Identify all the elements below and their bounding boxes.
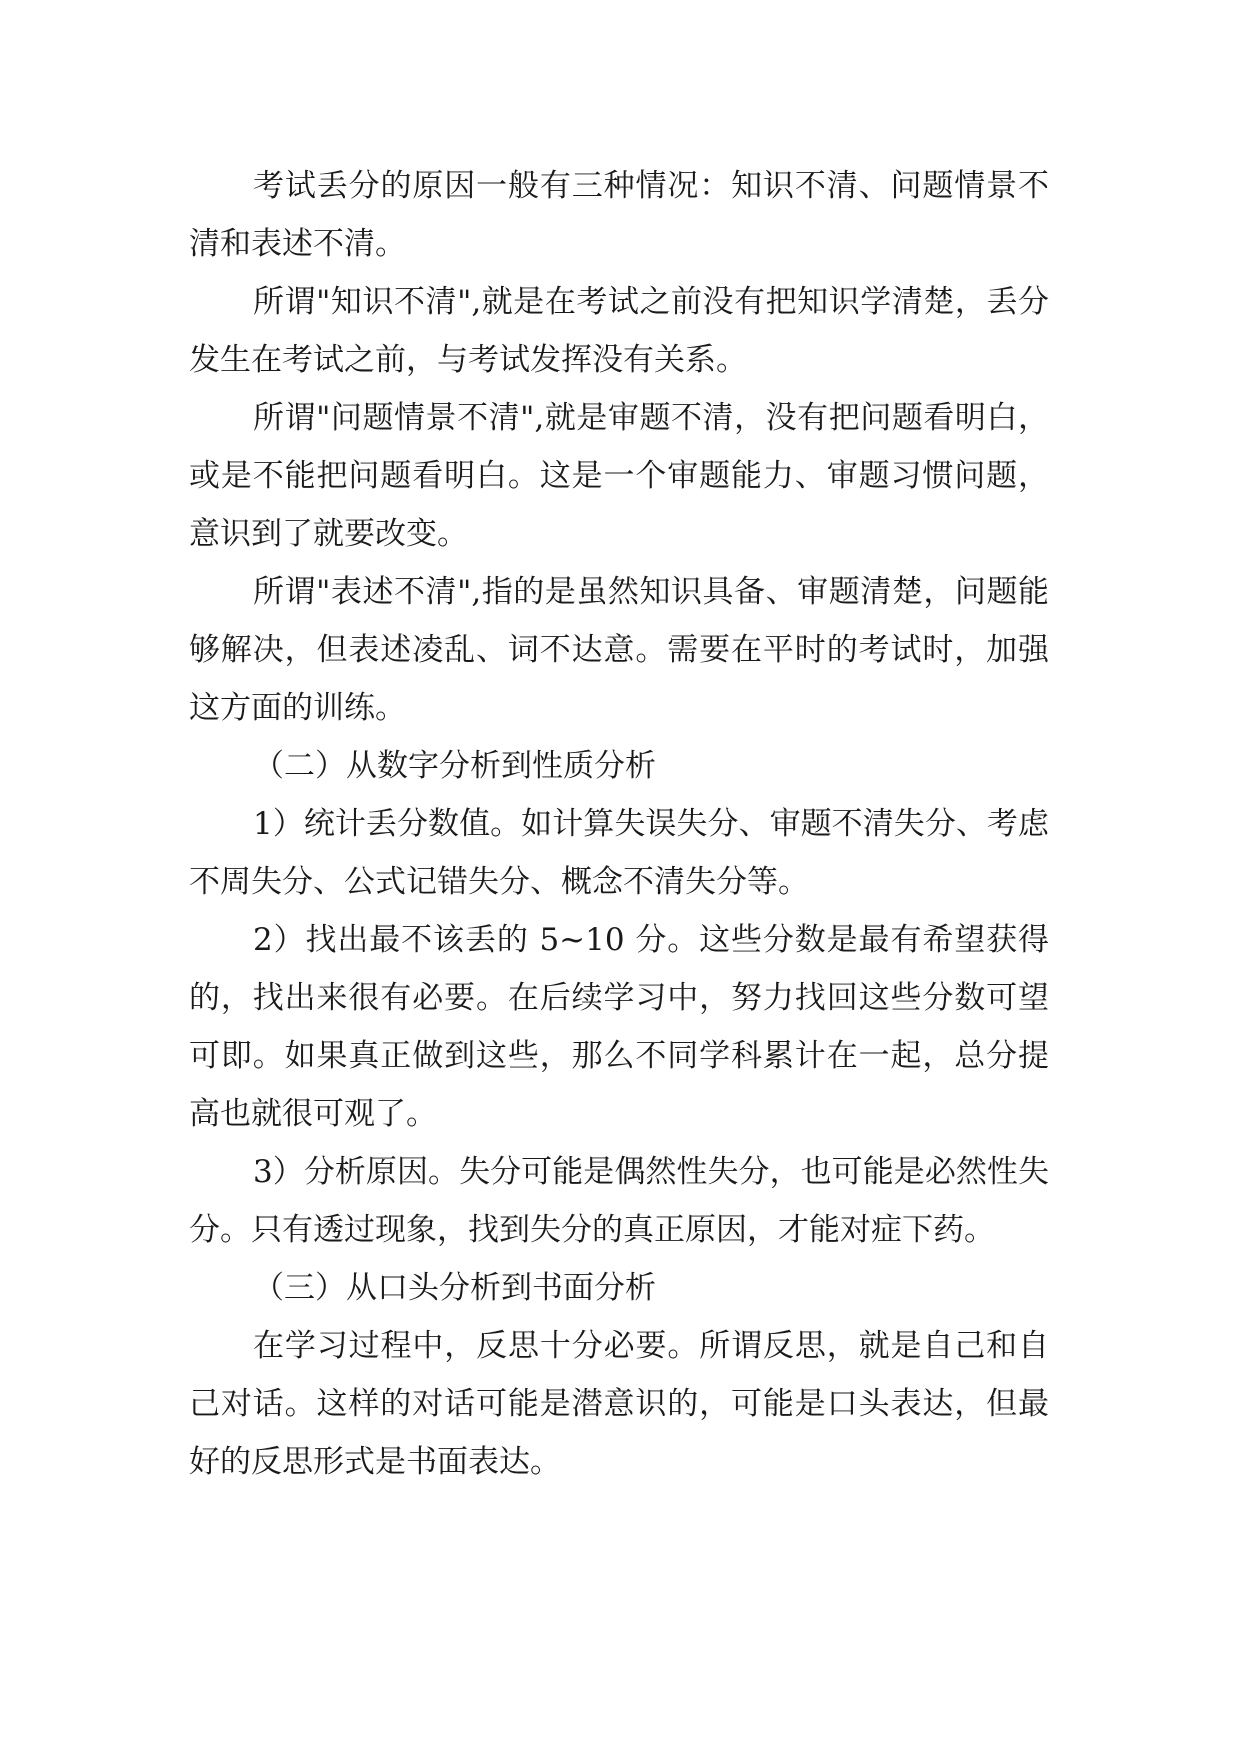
paragraph-expression-unclear: 所谓"表述不清",指的是虽然知识具备、审题清楚，问题能够解决，但表述凌乱、词不达意。需要在平时的考试时，加强这方面的训练。: [189, 574, 1049, 726]
paragraph-knowledge-unclear: 所谓"知识不清",就是在考试之前没有把知识学清楚，丢分发生在考试之前，与考试发挥没有关系。: [189, 284, 1049, 378]
document-body: [189, 157, 1049, 1491]
paragraph-problem-unclear: 所谓"问题情景不清",就是审题不清，没有把问题看明白，或是不能把问题看明白。这是一个审题能力、审题习惯问题，意识到了就要改变。: [189, 400, 1049, 552]
paragraph-reflection: 在学习过程中，反思十分必要。所谓反思，就是自己和自己对话。这样的对话可能是潜意识的，可能是口头表达，但最好的反思形式是书面表达。: [189, 1328, 1049, 1480]
paragraph-item-1: 1）统计丢分数值。如计算失误失分、审题不清失分、考虑不周失分、公式记错失分、概念不清失分等。: [189, 806, 1049, 900]
paragraph-item-3: 3）分析原因。失分可能是偶然性失分，也可能是必然性失分。只有透过现象，找到失分的真正原因，才能对症下药。: [189, 1154, 1049, 1248]
paragraph-item-2: 2）找出最不该丢的 5~10 分。这些分数是最有希望获得的，找出来很有必要。在后续学习中，努力找回这些分数可望可即。如果真正做到这些，那么不同学科累计在一起，总分提高也就很可观了。: [189, 922, 1049, 1132]
section-heading-2: （二）从数字分析到性质分析: [253, 748, 656, 784]
section-heading-3: （三）从口头分析到书面分析: [253, 1270, 656, 1306]
paragraph-exam-loss-reasons: 考试丢分的原因一般有三种情况：知识不清、问题情景不清和表述不清。: [189, 168, 1049, 262]
